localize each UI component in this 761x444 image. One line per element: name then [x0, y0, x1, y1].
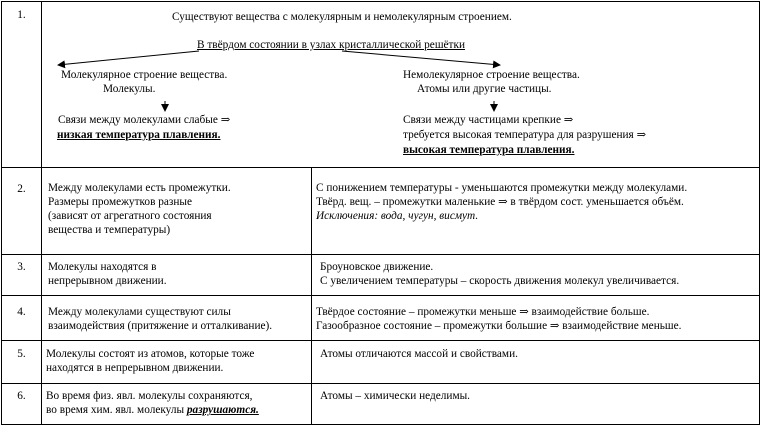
row-number — [2, 296, 42, 341]
right-line-2: Атомы или другие частицы. — [417, 83, 552, 95]
text-line: Во время физ. явл. молекулы сохраняются, — [46, 390, 253, 402]
emphasized-word: разрушаются. — [186, 404, 259, 416]
row-2-right — [312, 168, 760, 255]
row-number — [2, 2, 42, 168]
row-number-text: 6. — [17, 390, 26, 402]
text-line: Молекулы находятся в — [48, 261, 157, 273]
text-line: непрерывном движении. — [48, 275, 167, 287]
arrow-right-branch — [342, 51, 500, 65]
row-4-right — [312, 296, 760, 341]
text-line: Атомы – химически неделимы. — [320, 390, 471, 402]
left-line-2: Молекулы. — [103, 83, 156, 95]
table-row — [2, 384, 760, 425]
row-3-left — [42, 255, 312, 296]
row-6-left — [42, 384, 312, 425]
text-line: С увеличением температуры – скорость движения молекул увеличивается. — [320, 275, 680, 287]
row-number-text: 5. — [17, 348, 26, 360]
text-line: Газообразное состояние – промежутки большие ⇒ взаимодействие меньше. — [316, 320, 682, 332]
row-4-left — [42, 296, 312, 341]
right-line-3: Связи между частицами крепкие ⇒ — [403, 114, 574, 126]
text-line — [46, 403, 305, 417]
row-number — [2, 384, 42, 425]
row-2-left — [42, 168, 312, 255]
row-1-title: Существуют вещества с молекулярным и немолекулярным строением. — [172, 11, 512, 23]
text-line: (зависят от агрегатного состояния — [48, 210, 212, 222]
left-line-3: Связи между молекулами слабые ⇒ — [58, 114, 231, 126]
text-line: Молекулы состоят из атомов, которые тоже — [46, 348, 255, 360]
text-line: вещества и температуры) — [48, 224, 171, 236]
text-line: Броуновское движение. — [320, 261, 434, 273]
row-1-content — [42, 2, 760, 168]
table-row — [2, 168, 760, 255]
text-line: взаимодействия (притяжение и отталкивание). — [48, 320, 273, 332]
row-number — [2, 168, 42, 255]
right-line-5: высокая температура плавления. — [403, 144, 575, 156]
text-line: Между молекулами существуют силы — [48, 306, 231, 318]
table-row — [2, 341, 760, 384]
row-3-right — [312, 255, 760, 296]
table-row — [2, 296, 760, 341]
molecular-theory-table — [1, 1, 760, 425]
row-6-right — [312, 384, 760, 425]
table-row — [2, 2, 760, 168]
right-line-1: Немолекулярное строение вещества. — [403, 69, 580, 81]
left-line-1: Молекулярное строение вещества. — [61, 69, 228, 81]
row-5-left — [42, 341, 312, 384]
text-line: С понижением температуры - уменьшаются промежутки между молекулами. — [316, 182, 688, 194]
arrow-left-branch — [58, 51, 199, 65]
row-number-text: 2. — [17, 183, 26, 195]
row-number-text: 1. — [17, 9, 26, 21]
text-line: Атомы отличаются массой и свойствами. — [320, 348, 518, 360]
text-line: Размеры промежутков разные — [48, 196, 193, 208]
left-line-4: низкая температура плавления. — [57, 129, 221, 141]
row-number — [2, 255, 42, 296]
row-number-text: 4. — [17, 306, 26, 318]
text-line: Твёрд. вещ. – промежутки маленькие ⇒ в твёрдом сост. уменьшается объём. — [316, 196, 684, 208]
text-line: Твёрдое состояние – промежутки меньше ⇒ взаимодействие больше. — [316, 306, 650, 318]
right-line-4: требуется высокая температура для разрушения ⇒ — [403, 129, 647, 141]
text-plain: во время хим. явл. молекулы — [46, 404, 187, 416]
row-number — [2, 341, 42, 384]
row-number-text: 3. — [17, 261, 26, 273]
row-5-right — [312, 341, 760, 384]
row-1-subtitle: В твёрдом состоянии в узлах кристаллической решётки — [197, 39, 466, 51]
text-line: Между молекулами есть промежутки. — [48, 182, 231, 194]
table-row — [2, 255, 760, 296]
exceptions-line: Исключения: вода, чугун, висмут. — [316, 210, 479, 222]
text-line: находятся в непрерывном движении. — [46, 362, 224, 374]
